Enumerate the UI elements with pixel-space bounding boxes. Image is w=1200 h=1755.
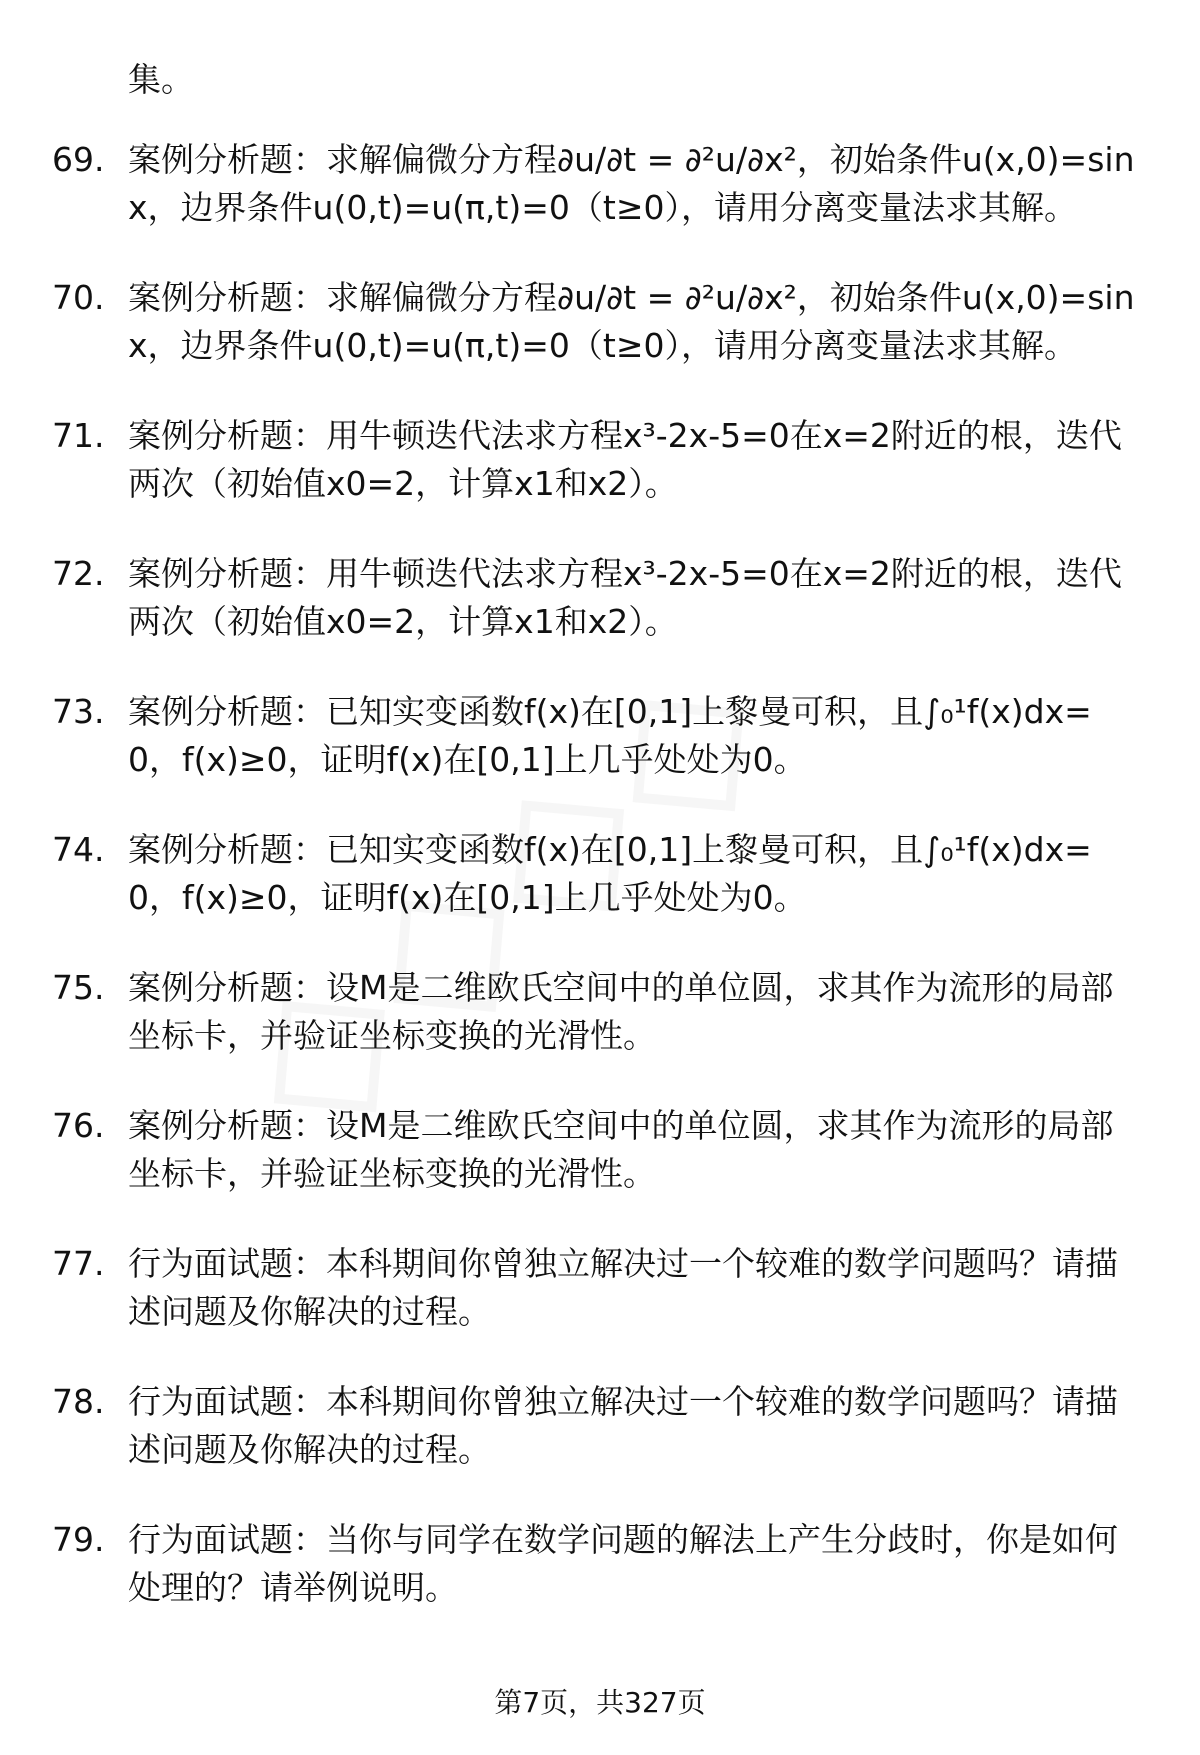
question-text: 行为面试题：当你与同学在数学问题的解法上产生分歧时，你是如何处理的？请举例说明。 — [128, 1520, 1118, 1607]
question-text: 案例分析题：已知实变函数f(x)在[0,1]上黎曼可积，且∫₀¹f(x)dx=0，f(x)≥0，证明f(x)在[0,1]上几乎处处为0。 — [128, 830, 1092, 917]
question-number: 75. — [52, 968, 105, 1007]
question-list — [0, 136, 1200, 1654]
question-number: 78. — [52, 1382, 105, 1421]
question-number: 76. — [52, 1106, 105, 1145]
question-text: 案例分析题：已知实变函数f(x)在[0,1]上黎曼可积，且∫₀¹f(x)dx=0，f(x)≥0，证明f(x)在[0,1]上几乎处处为0。 — [128, 692, 1092, 779]
question-text: 案例分析题：求解偏微分方程∂u/∂t = ∂²u/∂x²，初始条件u(x,0)=sinx，边界条件u(0,t)=u(π,t)=0（t≥0），请用分离变量法求其解。 — [128, 278, 1135, 365]
list-item — [0, 1378, 1200, 1474]
question-text: 案例分析题：设M是二维欧氏空间中的单位圆，求其作为流形的局部坐标卡，并验证坐标变换的光滑性。 — [128, 1106, 1114, 1193]
list-item — [0, 550, 1200, 646]
question-number: 69. — [52, 140, 105, 179]
list-item — [0, 1102, 1200, 1198]
question-number: 79. — [52, 1520, 105, 1559]
continuation-text: 集。 — [128, 60, 194, 99]
question-number: 70. — [52, 278, 105, 317]
question-number: 72. — [52, 554, 105, 593]
list-item — [0, 136, 1200, 232]
question-number: 77. — [52, 1244, 105, 1283]
question-text: 案例分析题：用牛顿迭代法求方程x³-2x-5=0在x=2附近的根，迭代两次（初始值x0=2，计算x1和x2）。 — [128, 554, 1122, 641]
question-text: 案例分析题：求解偏微分方程∂u/∂t = ∂²u/∂x²，初始条件u(x,0)=sinx，边界条件u(0,t)=u(π,t)=0（t≥0），请用分离变量法求其解。 — [128, 140, 1135, 227]
question-text: 行为面试题：本科期间你曾独立解决过一个较难的数学问题吗？请描述问题及你解决的过程。 — [128, 1382, 1118, 1469]
question-text: 案例分析题：设M是二维欧氏空间中的单位圆，求其作为流形的局部坐标卡，并验证坐标变换的光滑性。 — [128, 968, 1114, 1055]
question-text: 案例分析题：用牛顿迭代法求方程x³-2x-5=0在x=2附近的根，迭代两次（初始值x0=2，计算x1和x2）。 — [128, 416, 1122, 503]
question-number: 73. — [52, 692, 105, 731]
question-text: 行为面试题：本科期间你曾独立解决过一个较难的数学问题吗？请描述问题及你解决的过程。 — [128, 1244, 1118, 1331]
list-item — [0, 412, 1200, 508]
list-item — [0, 688, 1200, 784]
question-number: 74. — [52, 830, 105, 869]
list-item — [0, 1516, 1200, 1612]
list-item — [0, 1240, 1200, 1336]
question-number: 71. — [52, 416, 105, 455]
page-footer: 第7页，共327页 — [494, 1686, 706, 1719]
list-item — [0, 826, 1200, 922]
list-item — [0, 274, 1200, 370]
list-item — [0, 964, 1200, 1060]
